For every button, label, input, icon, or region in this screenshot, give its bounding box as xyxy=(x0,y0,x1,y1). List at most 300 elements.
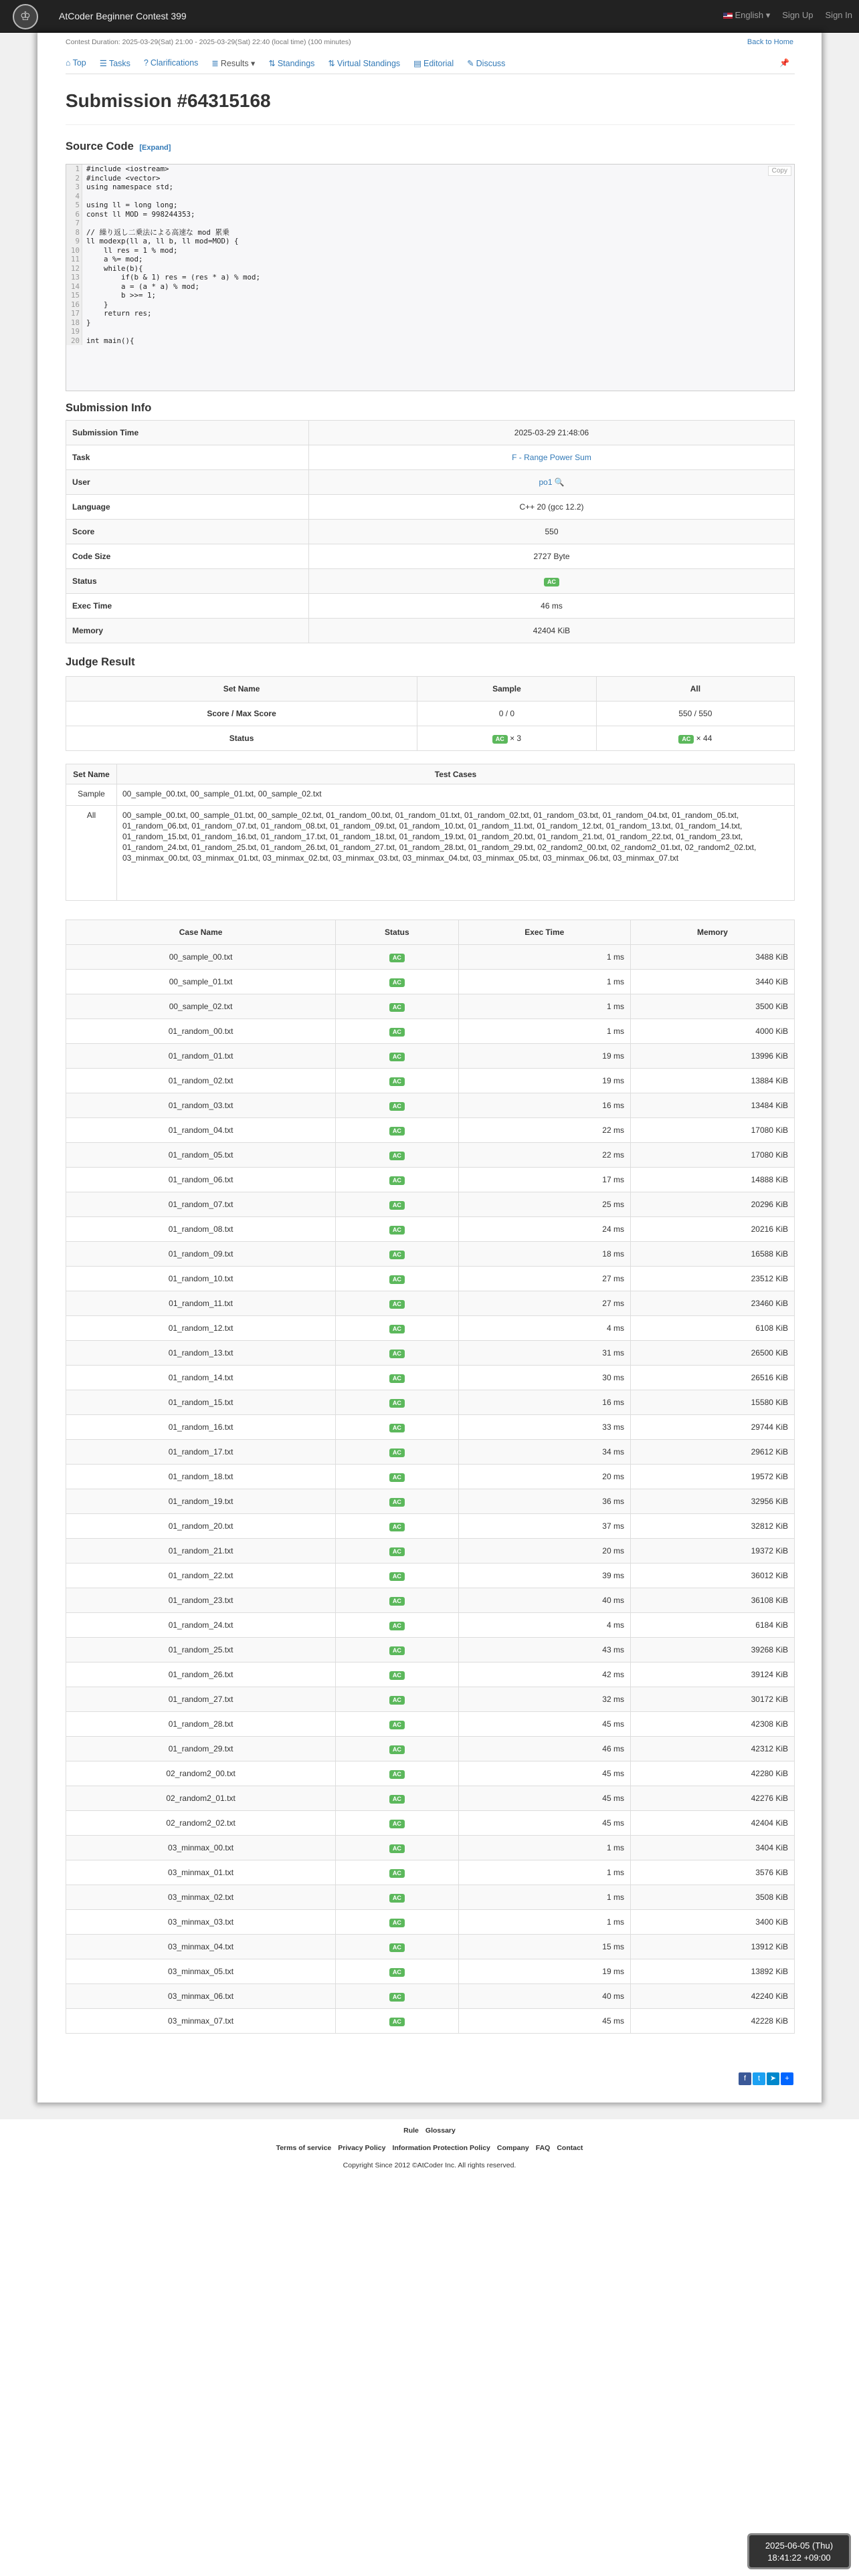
ac-badge: AC xyxy=(389,1820,405,1828)
copy-button[interactable]: Copy xyxy=(768,166,791,176)
tab-top[interactable] xyxy=(66,53,94,74)
exec-time: 1 ms xyxy=(458,945,630,970)
th-all: All xyxy=(596,677,794,702)
case-name: 01_random_07.txt xyxy=(66,1192,336,1217)
tab-icon: ⇅ xyxy=(268,59,276,68)
footer-link[interactable]: Privacy Policy xyxy=(338,2144,386,2152)
ac-badge: AC xyxy=(389,1770,405,1779)
table-row xyxy=(66,1192,795,1217)
tab-icon: ✎ xyxy=(467,59,474,68)
code-text: while(b){ xyxy=(86,263,143,273)
exec-time: 40 ms xyxy=(458,1588,630,1613)
table-row xyxy=(66,1959,795,1984)
tab-icon: ▤ xyxy=(413,59,421,68)
footer-link[interactable]: Glossary xyxy=(425,2127,456,2135)
table-row xyxy=(66,1712,795,1737)
memory: 32812 KiB xyxy=(630,1514,794,1539)
exec-time: 4 ms xyxy=(458,1613,630,1638)
code-text: ll res = 1 % mod; xyxy=(86,245,178,255)
atcoder-logo[interactable] xyxy=(8,3,43,30)
column-header: Status xyxy=(336,920,458,945)
ac-badge: AC xyxy=(389,978,405,987)
memory: 42276 KiB xyxy=(630,1786,794,1811)
memory: 26500 KiB xyxy=(630,1341,794,1366)
exec-time: 20 ms xyxy=(458,1539,630,1564)
ac-badge: AC xyxy=(389,1053,405,1061)
code-line xyxy=(66,201,794,210)
memory: 30172 KiB xyxy=(630,1687,794,1712)
ac-badge: AC xyxy=(389,1176,405,1185)
exec-time: 33 ms xyxy=(458,1415,630,1440)
code-line xyxy=(66,219,794,228)
case-status xyxy=(336,1984,458,2009)
case-status xyxy=(336,1564,458,1588)
header-row xyxy=(66,920,795,945)
task-link[interactable]: F - Range Power Sum xyxy=(512,453,591,462)
sign-in-link[interactable]: Sign In xyxy=(825,10,852,20)
case-status xyxy=(336,1761,458,1786)
contest-title[interactable]: AtCoder Beginner Contest 399 xyxy=(59,11,187,21)
table-row xyxy=(66,1366,795,1390)
info-key: Task xyxy=(66,445,309,470)
column-header: Case Name xyxy=(66,920,336,945)
share-buttons xyxy=(739,2072,793,2085)
exec-time: 18 ms xyxy=(458,1242,630,1267)
code-text: const ll MOD = 998244353; xyxy=(86,209,195,219)
table-row xyxy=(66,1638,795,1662)
table-row xyxy=(66,1291,795,1316)
tab-discuss[interactable] xyxy=(467,53,512,74)
line-number: 8 xyxy=(66,228,82,237)
table-row xyxy=(66,1687,795,1712)
ac-badge: AC xyxy=(389,1003,405,1012)
ac-badge: AC xyxy=(389,1894,405,1903)
footer-link[interactable]: Terms of service xyxy=(276,2144,332,2152)
memory: 19572 KiB xyxy=(630,1465,794,1489)
code-text: #include <vector> xyxy=(86,173,161,183)
us-flag-icon xyxy=(723,13,733,19)
case-status xyxy=(336,1662,458,1687)
ac-badge: AC xyxy=(389,1671,405,1680)
exec-time: 45 ms xyxy=(458,1761,630,1786)
tab-virtual-standings[interactable] xyxy=(328,53,407,74)
twitter-icon[interactable]: t xyxy=(753,2072,765,2085)
tab-standings[interactable] xyxy=(268,53,322,74)
case-status xyxy=(336,1118,458,1143)
tab-label: Standings xyxy=(277,59,315,68)
code-line xyxy=(66,291,794,300)
exec-time: 36 ms xyxy=(458,1489,630,1514)
footer xyxy=(0,2127,859,2169)
case-status xyxy=(336,1366,458,1390)
line-number: 10 xyxy=(66,246,82,255)
pin-icon[interactable]: 📌 xyxy=(779,58,789,68)
case-name: 01_random_03.txt xyxy=(66,1093,336,1118)
exec-time: 45 ms xyxy=(458,1712,630,1737)
ac-badge: AC xyxy=(389,1399,405,1408)
ac-badge: AC xyxy=(389,1646,405,1655)
case-name: 00_sample_01.txt xyxy=(66,970,336,994)
case-status xyxy=(336,1242,458,1267)
ac-badge: AC xyxy=(389,1844,405,1853)
case-status xyxy=(336,1316,458,1341)
case-status xyxy=(336,1069,458,1093)
exec-time: 1 ms xyxy=(458,994,630,1019)
expand-link[interactable]: [Expand] xyxy=(139,144,171,152)
memory: 3400 KiB xyxy=(630,1910,794,1935)
language-selector[interactable]: English ▾ xyxy=(723,10,770,21)
line-number: 18 xyxy=(66,318,82,328)
line-number: 13 xyxy=(66,273,82,282)
table-row xyxy=(66,1935,795,1959)
table-row xyxy=(66,1044,795,1069)
test-cases-table xyxy=(66,764,795,901)
code-line xyxy=(66,273,794,282)
memory: 19372 KiB xyxy=(630,1539,794,1564)
line-number: 12 xyxy=(66,264,82,274)
case-status xyxy=(336,1737,458,1761)
logo-icon: ♔ xyxy=(13,4,38,29)
case-status xyxy=(336,1143,458,1168)
ac-badge: AC xyxy=(389,1745,405,1754)
table-row xyxy=(66,1465,795,1489)
info-row xyxy=(66,544,795,569)
memory: 42228 KiB xyxy=(630,2009,794,2034)
table-row xyxy=(66,1984,795,2009)
memory: 39124 KiB xyxy=(630,1662,794,1687)
table-row xyxy=(66,1588,795,1613)
case-status xyxy=(336,1712,458,1737)
share-plus-icon[interactable]: + xyxy=(781,2072,793,2085)
case-status xyxy=(336,1786,458,1811)
tab-tasks[interactable] xyxy=(100,53,138,74)
telegram-icon[interactable]: ➤ xyxy=(767,2072,779,2085)
memory: 42404 KiB xyxy=(630,1811,794,1836)
exec-time: 27 ms xyxy=(458,1291,630,1316)
table-row xyxy=(66,1786,795,1811)
user-link[interactable]: po1 xyxy=(539,477,553,487)
case-name: 01_random_29.txt xyxy=(66,1737,336,1761)
table-row xyxy=(66,1440,795,1465)
memory: 13484 KiB xyxy=(630,1093,794,1118)
value-text: 2025-03-29 21:48:06 xyxy=(514,428,589,437)
case-name: 00_sample_02.txt xyxy=(66,994,336,1019)
footer-link[interactable]: Rule xyxy=(403,2127,419,2135)
case-name: 01_random_00.txt xyxy=(66,1019,336,1044)
case-status xyxy=(336,1910,458,1935)
table-row xyxy=(66,1143,795,1168)
case-name: 01_random_19.txt xyxy=(66,1489,336,1514)
memory: 13892 KiB xyxy=(630,1959,794,1984)
exec-time: 16 ms xyxy=(458,1093,630,1118)
source-code-heading: Source Code [Expand] xyxy=(66,140,171,152)
exec-time: 42 ms xyxy=(458,1662,630,1687)
ac-badge: AC xyxy=(389,1968,405,1977)
exec-time: 22 ms xyxy=(458,1118,630,1143)
memory: 4000 KiB xyxy=(630,1019,794,1044)
line-number: 1 xyxy=(66,165,82,174)
tab-label: Tasks xyxy=(108,59,130,68)
exec-time: 17 ms xyxy=(458,1168,630,1192)
code-line xyxy=(66,237,794,246)
info-value xyxy=(309,594,795,619)
exec-time: 43 ms xyxy=(458,1638,630,1662)
memory: 42312 KiB xyxy=(630,1737,794,1761)
source-code-block[interactable] xyxy=(66,164,795,391)
info-value xyxy=(309,569,795,594)
case-status xyxy=(336,1192,458,1217)
code-line xyxy=(66,309,794,318)
memory: 15580 KiB xyxy=(630,1390,794,1415)
case-status xyxy=(336,970,458,994)
case-status xyxy=(336,1885,458,1910)
tab-editorial[interactable] xyxy=(413,53,461,74)
code-line xyxy=(66,210,794,219)
clock-date: 2025-06-05 (Thu) xyxy=(765,2541,834,2551)
ac-badge: AC xyxy=(389,1473,405,1482)
line-number: 3 xyxy=(66,183,82,192)
case-name: 01_random_28.txt xyxy=(66,1712,336,1737)
memory: 36108 KiB xyxy=(630,1588,794,1613)
ac-badge: AC xyxy=(389,1448,405,1457)
info-row xyxy=(66,569,795,594)
code-text xyxy=(82,192,86,201)
th-sample: Sample xyxy=(417,677,597,702)
memory: 26516 KiB xyxy=(630,1366,794,1390)
info-value xyxy=(309,520,795,544)
table-row xyxy=(66,1069,795,1093)
code-text: #include <iostream> xyxy=(86,165,169,173)
ac-badge: AC xyxy=(544,578,559,586)
tab-clarifications[interactable] xyxy=(144,53,206,74)
case-name: 01_random_04.txt xyxy=(66,1118,336,1143)
memory: 23512 KiB xyxy=(630,1267,794,1291)
tab-icon: ⌂ xyxy=(66,58,71,68)
divider xyxy=(66,124,795,125)
exec-time: 4 ms xyxy=(458,1316,630,1341)
table-row xyxy=(66,1118,795,1143)
ac-badge: AC xyxy=(389,1102,405,1111)
table-row xyxy=(66,1489,795,1514)
info-value xyxy=(309,619,795,643)
code-text: } xyxy=(86,318,91,327)
line-number: 19 xyxy=(66,327,82,336)
ac-badge: AC xyxy=(389,1127,405,1136)
search-icon[interactable]: 🔍 xyxy=(554,477,565,487)
case-name: 01_random_23.txt xyxy=(66,1588,336,1613)
ac-badge: AC xyxy=(389,1869,405,1878)
info-key: Status xyxy=(66,569,309,594)
ac-badge: AC xyxy=(389,1077,405,1086)
ac-badge: AC xyxy=(389,1275,405,1284)
code-line xyxy=(66,264,794,274)
tab-label: Top xyxy=(72,58,86,68)
exec-time: 1 ms xyxy=(458,1836,630,1860)
exec-time: 1 ms xyxy=(458,1910,630,1935)
line-number: 4 xyxy=(66,192,82,201)
footer-link[interactable]: Information Protection Policy xyxy=(392,2144,490,2152)
ac-badge: AC xyxy=(389,1696,405,1705)
line-number: 15 xyxy=(66,291,82,300)
case-status xyxy=(336,1044,458,1069)
memory: 3576 KiB xyxy=(630,1860,794,1885)
info-row xyxy=(66,520,795,544)
memory: 42280 KiB xyxy=(630,1761,794,1786)
sample-score: 0 / 0 xyxy=(417,702,597,726)
exec-time: 34 ms xyxy=(458,1440,630,1465)
case-name: 01_random_14.txt xyxy=(66,1366,336,1390)
exec-time: 27 ms xyxy=(458,1267,630,1291)
table-row xyxy=(66,1564,795,1588)
exec-time: 30 ms xyxy=(458,1366,630,1390)
case-name: 03_minmax_02.txt xyxy=(66,1885,336,1910)
code-text xyxy=(82,327,86,336)
value-text: 46 ms xyxy=(541,601,563,611)
sign-up-link[interactable]: Sign Up xyxy=(782,10,814,20)
ac-badge: AC xyxy=(389,1721,405,1729)
tab-results[interactable] xyxy=(211,53,262,74)
line-number: 5 xyxy=(66,201,82,210)
table-row xyxy=(66,1885,795,1910)
footer-link[interactable]: FAQ xyxy=(535,2144,551,2152)
tab-icon: ⇅ xyxy=(328,59,335,68)
line-number: 2 xyxy=(66,174,82,183)
case-status xyxy=(336,1539,458,1564)
memory: 16588 KiB xyxy=(630,1242,794,1267)
judge-result-heading: Judge Result xyxy=(66,656,135,668)
code-line xyxy=(66,300,794,310)
footer-link[interactable]: Contact xyxy=(557,2144,583,2152)
exec-time: 20 ms xyxy=(458,1465,630,1489)
tab-icon: ≣ xyxy=(211,59,219,68)
case-status xyxy=(336,1440,458,1465)
info-key: Code Size xyxy=(66,544,309,569)
exec-time: 31 ms xyxy=(458,1341,630,1366)
table-row xyxy=(66,1341,795,1366)
column-header: Memory xyxy=(630,920,794,945)
ac-badge: AC xyxy=(389,954,405,962)
code-line xyxy=(66,336,794,346)
info-key: Language xyxy=(66,495,309,520)
table-row xyxy=(66,1217,795,1242)
line-number: 20 xyxy=(66,336,82,346)
case-name: 01_random_24.txt xyxy=(66,1613,336,1638)
top-navbar xyxy=(0,0,859,33)
case-name: 01_random_21.txt xyxy=(66,1539,336,1564)
tab-icon: ☰ xyxy=(99,59,107,68)
ac-badge: AC xyxy=(389,1572,405,1581)
case-status xyxy=(336,1465,458,1489)
ac-badge: AC xyxy=(389,1498,405,1507)
fixed-clock xyxy=(747,2533,851,2569)
th-set-name: Set Name xyxy=(66,764,117,784)
case-name: 01_random_27.txt xyxy=(66,1687,336,1712)
table-row xyxy=(66,1860,795,1885)
case-status xyxy=(336,1341,458,1366)
memory: 32956 KiB xyxy=(630,1489,794,1514)
memory: 29612 KiB xyxy=(630,1440,794,1465)
table-row xyxy=(66,1242,795,1267)
code-line xyxy=(66,255,794,264)
value-text: C++ 20 (gcc 12.2) xyxy=(519,502,584,512)
case-status xyxy=(336,1390,458,1415)
exec-time: 22 ms xyxy=(458,1143,630,1168)
case-status xyxy=(336,1489,458,1514)
table-row xyxy=(66,1168,795,1192)
memory: 3500 KiB xyxy=(630,994,794,1019)
ac-badge: AC xyxy=(389,1374,405,1383)
memory: 13996 KiB xyxy=(630,1044,794,1069)
code-line xyxy=(66,318,794,328)
line-number: 14 xyxy=(66,282,82,292)
table-row xyxy=(66,2009,795,2034)
case-name: 03_minmax_01.txt xyxy=(66,1860,336,1885)
code-line xyxy=(66,327,794,336)
case-name: 02_random2_00.txt xyxy=(66,1761,336,1786)
info-row xyxy=(66,594,795,619)
case-name: 02_random2_01.txt xyxy=(66,1786,336,1811)
line-number: 11 xyxy=(66,255,82,264)
tab-label: Clarifications xyxy=(150,58,199,68)
case-status xyxy=(336,945,458,970)
case-status xyxy=(336,1860,458,1885)
line-number: 7 xyxy=(66,219,82,228)
exec-time: 16 ms xyxy=(458,1390,630,1415)
ac-badge: AC xyxy=(389,1622,405,1630)
case-name: 01_random_22.txt xyxy=(66,1564,336,1588)
case-name: 03_minmax_03.txt xyxy=(66,1910,336,1935)
case-name: 01_random_02.txt xyxy=(66,1069,336,1093)
memory: 13912 KiB xyxy=(630,1935,794,1959)
info-row xyxy=(66,421,795,445)
case-status xyxy=(336,994,458,1019)
case-name: 03_minmax_05.txt xyxy=(66,1959,336,1984)
case-name: 01_random_05.txt xyxy=(66,1143,336,1168)
back-to-home-link[interactable]: Back to Home xyxy=(747,38,793,46)
table-row xyxy=(66,1910,795,1935)
code-text: using ll = long long; xyxy=(86,201,178,209)
case-status xyxy=(336,1019,458,1044)
code-line xyxy=(66,165,794,174)
table-row xyxy=(66,1316,795,1341)
code-text: using namespace std; xyxy=(86,183,174,191)
ac-badge: AC xyxy=(389,1201,405,1210)
tab-label: Virtual Standings xyxy=(337,59,401,68)
info-value xyxy=(309,445,795,470)
facebook-icon[interactable]: f xyxy=(739,2072,751,2085)
page-title: Submission #64315168 xyxy=(66,90,271,111)
code-text: a = (a * a) % mod; xyxy=(86,282,200,291)
exec-time: 32 ms xyxy=(458,1687,630,1712)
exec-time: 45 ms xyxy=(458,1786,630,1811)
footer-link[interactable]: Company xyxy=(496,2144,529,2152)
ac-badge: AC xyxy=(492,735,508,744)
table-row xyxy=(66,1613,795,1638)
exec-time: 19 ms xyxy=(458,1044,630,1069)
info-key: Submission Time xyxy=(66,421,309,445)
exec-time: 1 ms xyxy=(458,1885,630,1910)
case-status xyxy=(336,1168,458,1192)
ac-badge: AC xyxy=(389,1795,405,1804)
case-status xyxy=(336,1811,458,1836)
memory: 39268 KiB xyxy=(630,1638,794,1662)
code-line xyxy=(66,174,794,183)
case-name: 01_random_18.txt xyxy=(66,1465,336,1489)
exec-time: 24 ms xyxy=(458,1217,630,1242)
table-row xyxy=(66,945,795,970)
set-name-sample: Sample xyxy=(66,784,117,806)
value-text: 2727 Byte xyxy=(533,552,570,561)
